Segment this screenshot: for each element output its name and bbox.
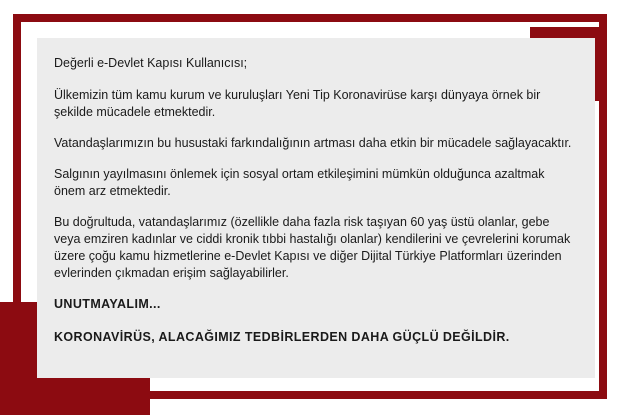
emphasis-koronavirus: KORONAVİRÜS, ALACAĞIMIZ TEDBİRLERDEN DAHA GÜÇLÜ DEĞİLDİR. xyxy=(54,330,510,344)
paragraph-2: Vatandaşlarımızın bu husustaki farkındalığının artması daha etkin bir mücadele sağlayacaktır. xyxy=(54,136,572,150)
emphasis-unutmayalim: UNUTMAYALIM... xyxy=(54,297,161,311)
greeting-text: Değerli e-Devlet Kapısı Kullanıcısı; xyxy=(54,56,248,70)
paragraph-3: Salgının yayılmasını önlemek için sosyal ortam etkileşimini mümkün olduğunca azaltmak önem arz etmektedir. xyxy=(54,167,545,198)
paragraph-1: Ülkemizin tüm kamu kurum ve kuruluşları Yeni Tip Koronavirüse karşı dünyaya örnek bir şekilde mücadele etmektedir. xyxy=(54,88,541,119)
paragraph-4: Bu doğrultuda, vatandaşlarımız (özellikle daha fazla risk taşıyan 60 yaş üstü olanlar, gebe veya emziren kadınlar ve ciddi kronik tıbbi hastalığı olanlar) kendilerini ve çevrelerini korumak üzere çoğu kamu hizmetlerine e-Devlet Kapısı ve diğer Dijital Türkiye Platformları üzerinden evlerinden çıkmadan erişim sağlayabilirler. xyxy=(54,215,571,280)
announcement-panel xyxy=(37,38,595,378)
